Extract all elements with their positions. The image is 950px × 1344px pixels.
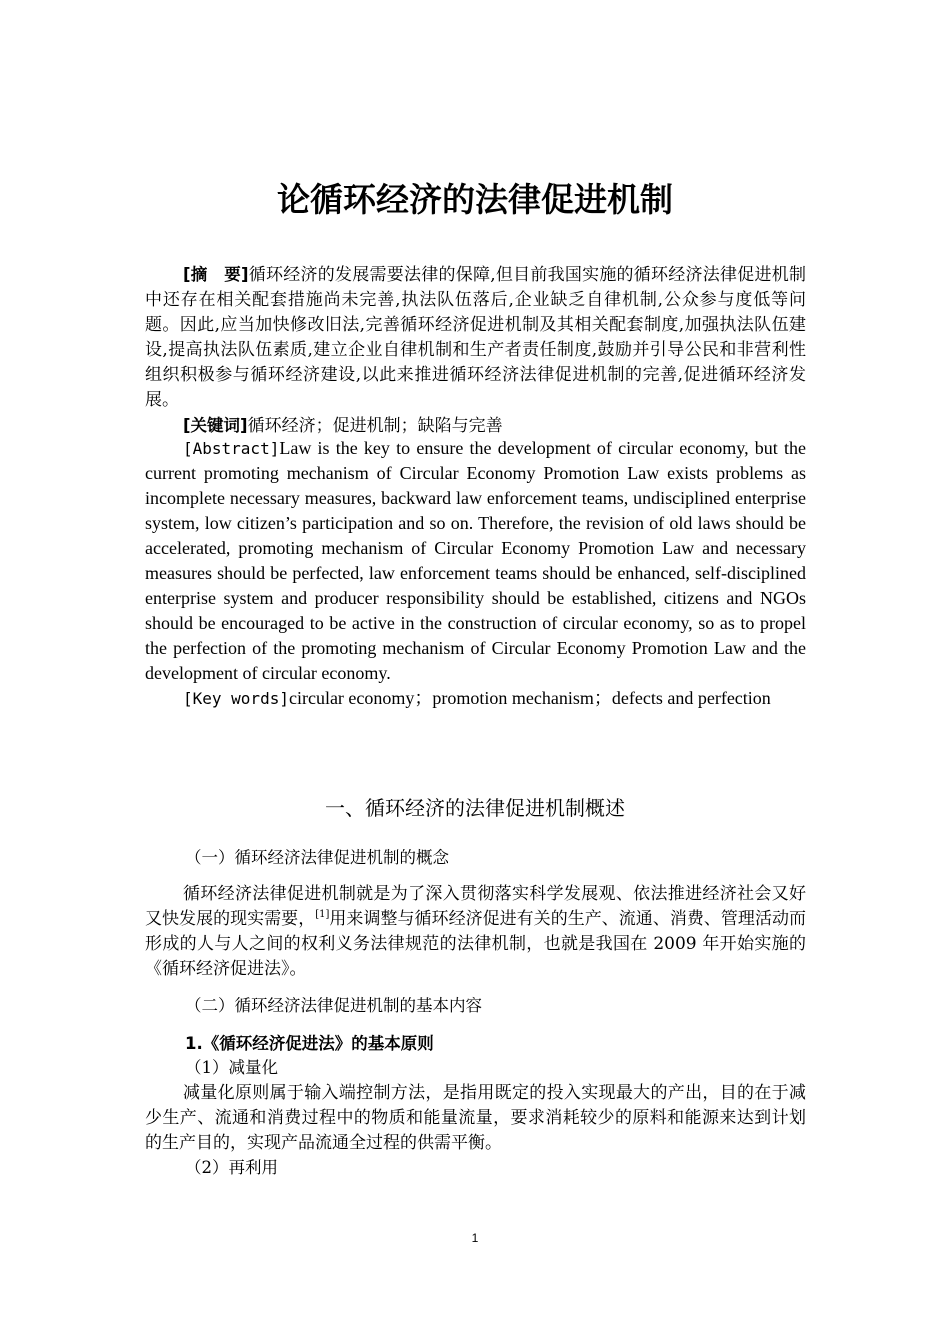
keywords-cn-text: 循环经济；促进机制；缺陷与完善 — [247, 416, 503, 436]
abstract-cn-text: 循环经济的发展需要法律的保障,但目前我国实施的循环经济法律促进机制中还存在相关配套措施尚未完善,执法队伍落后,企业缺乏自律机制,公众参与度低等问题。因此,应当加快修改旧法,完善循环经济促进机制及其相关配套制度,加强执法队伍建设,提高执法队伍素质,建立企业自律机制和生产者责任制度,鼓励并引导公民和非营利性组织积极参与循环经济建设,以此来推进循环经济法律促进机制的完善,促进循环经济发展。 — [145, 265, 806, 410]
page-number: 1 — [471, 1231, 479, 1245]
concept-text-part1: 循环经济法律促进机制就是为了深入贯彻落实科学发展观、依法推进经济社会又好又快发展的现实需要， — [145, 884, 806, 929]
section-1-heading: 一、循环经济的法律促进机制概述 — [325, 796, 625, 820]
point-1-heading: （1）减量化 — [185, 1058, 278, 1077]
subsection-1-heading: （一）循环经济法律促进机制的概念 — [185, 848, 449, 867]
concept-paragraph — [145, 882, 806, 982]
point-1-body — [145, 1081, 806, 1156]
subsection-2-heading: （二）循环经济法律促进机制的基本内容 — [185, 996, 482, 1015]
item-1-heading: 1.《循环经济促进法》的基本原则 — [185, 1034, 434, 1053]
abstract-cn — [145, 262, 806, 439]
abstract-cn-paragraph — [145, 262, 806, 413]
citation-ref[interactable]: [1] — [315, 909, 330, 920]
abstract-en-text: Law is the key to ensure the development of circular economy, but the current promoting mechanism of Circular Economy Promotion Law exists problems as incomplete necessary measures, backward law enforcement teams, undisciplined enterprise system, low citizen’s participation and so on. Therefore, the revision of old laws should be accelerated, promoting mechanism of Circular Economy Promotion Law and necessary measures should be perfected, law enforcement teams should be enhanced, self-disciplined enterprise system and producer responsibility should be established, citizens and NGOs should be encouraged to be active in the construction of circular economy, so as to propel the perfection of the promoting mechanism of Circular Economy Promotion Law and the development of circular economy. — [145, 438, 806, 683]
keywords-cn-label: [关键词] — [183, 416, 248, 435]
keywords-en-label: [Key words] — [183, 689, 289, 708]
keywords-en-text: circular economy；promotion mechanism；defects and perfection — [288, 688, 771, 708]
reduction-paragraph: 减量化原则属于输入端控制方法，是指用既定的投入实现最大的产出，目的在于减少生产、流通和消费过程中的物质和能量流量，要求消耗较少的原料和能源来达到计划的生产目的，实现产品流通全过程的供需平衡。 — [145, 1083, 806, 1153]
abstract-cn-label: [摘 要] — [183, 265, 249, 284]
abstract-en-label: [Abstract] — [183, 439, 280, 458]
concept-text-part2: 用来调整与循环经济促进有关的生产、流通、消费、管理活动而形成的人与人之间的权利义务法律规范的法律机制，也就是我国在 2009 年开始实施的《循环经济促进法》。 — [145, 909, 806, 979]
subsection-1-body — [145, 882, 806, 982]
keywords-en-paragraph — [145, 686, 806, 711]
document-title: 论循环经济的法律促进机制 — [277, 180, 673, 219]
point-2-heading: （2）再利用 — [185, 1158, 278, 1177]
abstract-en-paragraph — [145, 436, 806, 686]
abstract-en — [145, 436, 806, 711]
